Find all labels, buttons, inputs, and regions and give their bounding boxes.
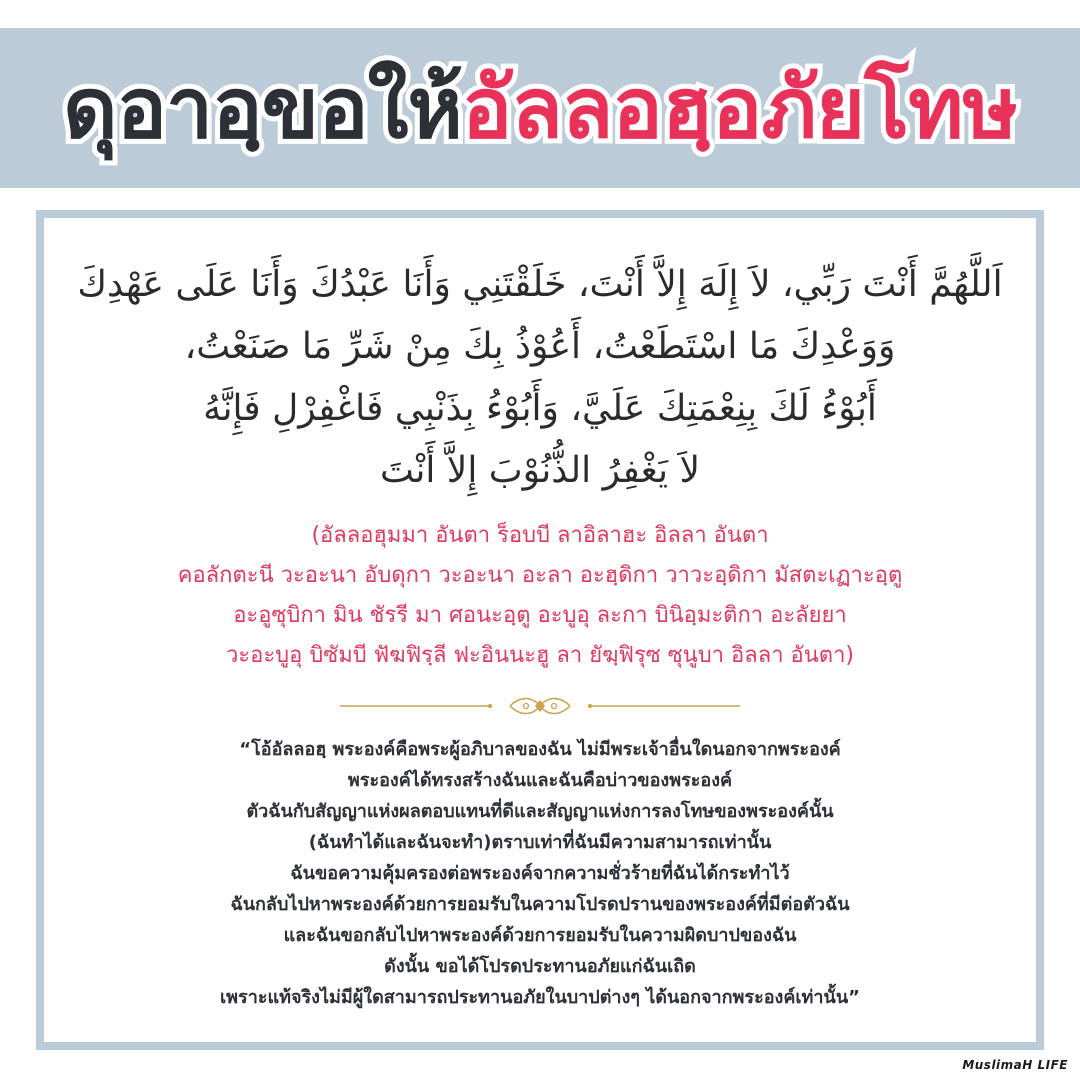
arabic-line: وَوَعْدِكَ مَا اسْتَطَعْتُ، أَعُوْذُ بِكَ مِنْ شَرِّ مَا صَنَعْتُ، bbox=[184, 326, 896, 367]
meaning-line: ฉันกลับไปหาพระองค์ด้วยการยอมรับในความโปรดปรานของพระองค์ที่มีต่อตัวฉัน bbox=[230, 894, 850, 915]
title-part-forgiveness: อัลลอฮฺอภัยโทษ bbox=[461, 59, 1017, 157]
arabic-line: أَبُوْءُ لَكَ بِنِعْمَتِكَ عَلَيَّ، وَأَبُوْءُ بِذَنْبِي فَاغْفِرْلِ فَإِنَّهُ bbox=[203, 388, 877, 429]
arabic-text bbox=[70, 254, 1010, 502]
meaning-line: ดังนั้น ขอได้โปรดประทานอภัยแก่ฉันเถิด bbox=[384, 956, 696, 977]
content-frame bbox=[36, 210, 1044, 1050]
transliteration-line: คอลักตะนี วะอะนา อับดุกา วะอะนา อะลา อะฮฺดิกา วาวะอฺดิกา มัสตะเฏาะอฺตู bbox=[177, 563, 903, 588]
arabic-line: لاَ يَغْفِرُ الذُّنُوْبَ إِلاَّ أَنْتَ bbox=[379, 450, 701, 491]
arabic-line: اَللَّهُمَّ أَنْتَ رَبِّي، لاَ إِلَهَ إِلاَّ أَنْتَ، خَلَقْتَنِي وَأَنَا عَبْدُكَ وَأَنَا عَلَى عَهْدِكَ bbox=[77, 264, 1003, 305]
meaning-line: เพราะแท้จริงไม่มีผู้ใดสามารถประทานอภัยในบาปต่างๆ ได้นอกจากพระองค์เท่านั้น” bbox=[220, 987, 860, 1008]
title-banner bbox=[0, 28, 1080, 188]
transliteration-line: (อัลลอฮุมมา อันตา ร็อบบี ลาอิลาฮะ อิลลา อันตา bbox=[311, 523, 769, 548]
meaning-line: (ฉันทำได้และฉันจะทำ)ตราบเท่าที่ฉันมีความสามารถเท่านั้น bbox=[308, 832, 772, 853]
transliteration-line: วะอะบูอุ บิซัมบี ฟัฆฟิรฺลี ฟะอินนะฮู ลา ยัฆฺฟิรุซ ซุนูบา อิลลา อันตา) bbox=[225, 643, 855, 668]
meaning-line: “โอ้อัลลอฮฺ พระองค์คือพระผู้อภิบาลของฉัน ไม่มีพระเจ้าอื่นใดนอกจากพระองค์ bbox=[239, 739, 841, 760]
meaning-text bbox=[60, 734, 1020, 1013]
transliteration-text bbox=[60, 516, 1020, 676]
page-title bbox=[63, 59, 1017, 157]
content-panel bbox=[44, 218, 1036, 1042]
title-part-dua: ดุอาอฺขอให้ bbox=[63, 59, 462, 157]
brand-logo: MuslimaH LIFE bbox=[962, 1058, 1068, 1072]
meaning-line: ตัวฉันกับสัญญาแห่งผลตอบแทนที่ดีและสัญญาแห่งการลงโทษของพระองค์นั้น bbox=[246, 801, 834, 822]
meaning-line: ฉันขอความคุ้มครองต่อพระองค์จากความชั่วร้ายที่ฉันได้กระทำไว้ bbox=[290, 863, 790, 884]
meaning-line: พระองค์ได้ทรงสร้างฉันและฉันคือบ่าวของพระองค์ bbox=[347, 770, 733, 791]
ornamental-divider-icon bbox=[340, 694, 740, 718]
transliteration-line: อะอูซุบิกา มิน ชัรรี มา ศอนะอฺตู อะบูอุ ละกา บินิอฺมะติกา อะลัยยา bbox=[233, 603, 847, 628]
meaning-line: และฉันขอกลับไปหาพระองค์ด้วยการยอมรับในความผิดบาปของฉัน bbox=[283, 925, 797, 946]
